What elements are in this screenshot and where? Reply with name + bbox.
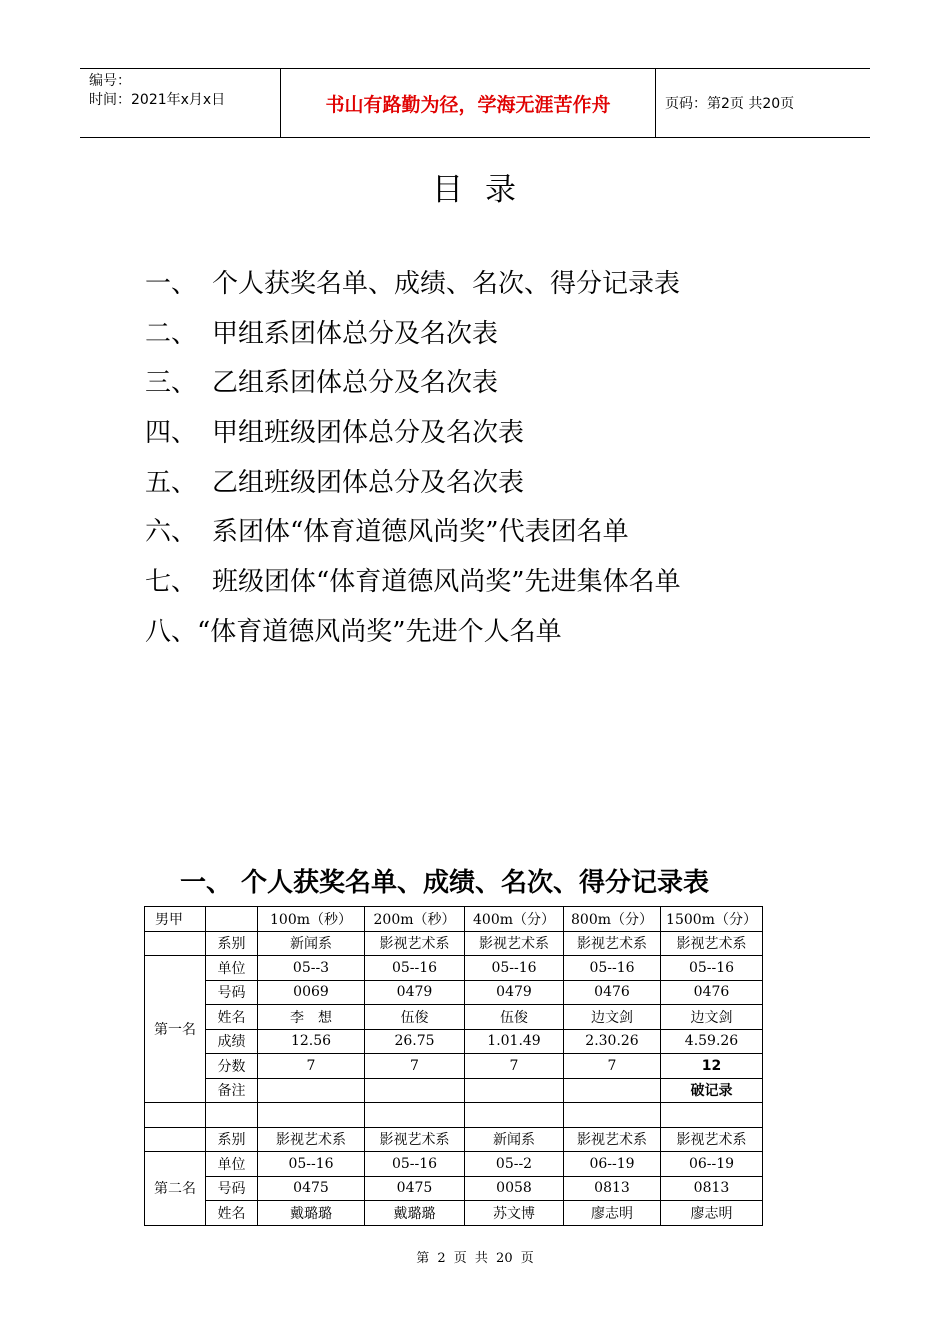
table-cell: 0476 [661,980,763,1005]
event-header: 800m（分） [564,907,661,932]
toc-item-number: 四、 [145,418,198,449]
table-cell: 05--16 [661,956,763,981]
table-cell: 05--16 [465,956,564,981]
table-row [145,1005,763,1030]
table-cell: 05--16 [258,1152,365,1177]
row-label: 系别 [206,1127,258,1152]
toc-item [145,413,681,463]
toc-list [145,264,681,662]
table-cell [564,1103,661,1128]
table-cell: 影视艺术系 [661,1127,763,1152]
table-cell: 4.59.26 [661,1029,763,1054]
table-cell: 2.30.26 [564,1029,661,1054]
document-header [80,68,870,138]
table-cell: 0479 [365,980,465,1005]
table-cell [145,1103,206,1128]
table-cell: 0058 [465,1176,564,1201]
row-label: 姓名 [206,1201,258,1226]
results-table [144,906,763,1226]
toc-item-text: 乙组系团体总分及名次表 [212,368,499,399]
toc-item-number: 一、 [145,269,198,299]
table-cell: 边文剑 [564,1005,661,1030]
toc-item [145,612,681,662]
toc-item-text: 甲组系团体总分及名次表 [212,318,499,349]
group-cell: 男甲 [145,907,206,932]
table-row [145,1152,763,1177]
toc-item-number: 七、 [145,567,198,598]
table-cell [465,1078,564,1103]
table-cell [465,1103,564,1128]
event-header: 100m（秒） [258,907,365,932]
table-cell: 05--3 [258,956,365,981]
table-cell: 廖志明 [564,1201,661,1226]
header-page-info: 页码：第2页 共20页 [665,96,795,112]
event-header: 400m（分） [465,907,564,932]
table-cell [258,1103,365,1128]
row-label: 单位 [206,956,258,981]
table-cell: 06--19 [661,1152,763,1177]
table-cell: 新闻系 [258,931,365,956]
row-label: 号码 [206,980,258,1005]
section-title: 一、 个人获奖名单、成绩、名次、得分记录表 [180,868,710,898]
toc-item-number: 三、 [145,368,198,399]
table-cell: 7 [258,1054,365,1079]
row-label: 分数 [206,1054,258,1079]
row-label: 备注 [206,1078,258,1103]
table-cell: 影视艺术系 [365,931,465,956]
toc-item-number: 二、 [145,318,198,349]
table-row [145,1103,763,1128]
table-cell: 影视艺术系 [564,931,661,956]
table-cell: 12 [661,1054,763,1079]
toc-item-text: “体育道德风尚奖”先进个人名单 [197,616,562,647]
table-row [145,907,763,932]
table-cell: 李 想 [258,1005,365,1030]
table-cell: 0476 [564,980,661,1005]
table-cell: 1.01.49 [465,1029,564,1054]
toc-item [145,512,681,562]
toc-item-text: 乙组班级团体总分及名次表 [212,467,525,498]
toc-item [145,363,681,413]
toc-item [145,264,681,314]
number-label: 编号： [89,73,131,89]
toc-item [145,562,681,612]
toc-item-text: 系团体“体育道德风尚奖”代表团名单 [212,517,629,548]
header-meta-cell [80,69,281,137]
table-cell: 影视艺术系 [564,1127,661,1152]
table-row [145,1127,763,1152]
event-header: 1500m（分） [661,907,763,932]
table-cell: 7 [465,1054,564,1079]
page-footer: 第 2 页 共 20 页 [416,1251,534,1266]
rank-cell: 第一名 [145,956,206,1103]
table-row [145,980,763,1005]
table-cell: 新闻系 [465,1127,564,1152]
table-cell: 廖志明 [661,1201,763,1226]
table-cell: 0479 [465,980,564,1005]
table-cell: 0475 [258,1176,365,1201]
row-label: 姓名 [206,1005,258,1030]
table-cell: 7 [365,1054,465,1079]
event-header: 200m（秒） [365,907,465,932]
toc-item [145,314,681,364]
row-label: 号码 [206,1176,258,1201]
record-note: 破记录 [661,1078,763,1103]
table-cell: 影视艺术系 [258,1127,365,1152]
table-cell: 05--16 [564,956,661,981]
rank-cell: 第二名 [145,1152,206,1226]
table-cell: 影视艺术系 [465,931,564,956]
table-cell: 05--2 [465,1152,564,1177]
table-cell: 7 [564,1054,661,1079]
table-row [145,1201,763,1226]
table-row [145,1054,763,1079]
header-motto: 书山有路勤为径，学海无涯苦作舟 [281,69,656,137]
table-cell: 影视艺术系 [661,931,763,956]
table-cell [661,1103,763,1128]
table-cell: 0069 [258,980,365,1005]
table-cell: 05--16 [365,1152,465,1177]
table-cell [206,907,258,932]
table-cell [145,931,206,956]
table-cell: 苏文博 [465,1201,564,1226]
toc-item-number: 八、 [145,616,198,647]
toc-item-text: 班级团体“体育道德风尚奖”先进集体名单 [212,567,681,598]
table-cell: 戴璐璐 [258,1201,365,1226]
table-cell: 影视艺术系 [365,1127,465,1152]
table-row [145,931,763,956]
row-label: 单位 [206,1152,258,1177]
table-row [145,1078,763,1103]
table-cell: 26.75 [365,1029,465,1054]
row-label: 系别 [206,931,258,956]
toc-item-number: 六、 [145,517,198,548]
toc-item [145,463,681,513]
table-cell: 0813 [661,1176,763,1201]
table-cell: 戴璐璐 [365,1201,465,1226]
table-cell: 伍俊 [365,1005,465,1030]
table-cell [365,1103,465,1128]
toc-item-text: 甲组班级团体总分及名次表 [212,418,525,449]
table-cell [365,1078,465,1103]
table-cell: 边文剑 [661,1005,763,1030]
table-row [145,956,763,981]
toc-item-number: 五、 [145,467,198,498]
table-cell: 05--16 [365,956,465,981]
table-row [145,1029,763,1054]
time-label: 时间：2021年x月x日 [89,92,226,108]
table-row [145,1176,763,1201]
toc-title: 目录 [432,172,538,208]
table-cell: 12.56 [258,1029,365,1054]
table-cell: 伍俊 [465,1005,564,1030]
table-cell [258,1078,365,1103]
table-cell [206,1103,258,1128]
table-cell: 06--19 [564,1152,661,1177]
toc-item-text: 个人获奖名单、成绩、名次、得分记录表 [212,269,681,299]
table-cell: 0475 [365,1176,465,1201]
row-label: 成绩 [206,1029,258,1054]
table-cell [145,1127,206,1152]
table-cell: 0813 [564,1176,661,1201]
table-cell [564,1078,661,1103]
